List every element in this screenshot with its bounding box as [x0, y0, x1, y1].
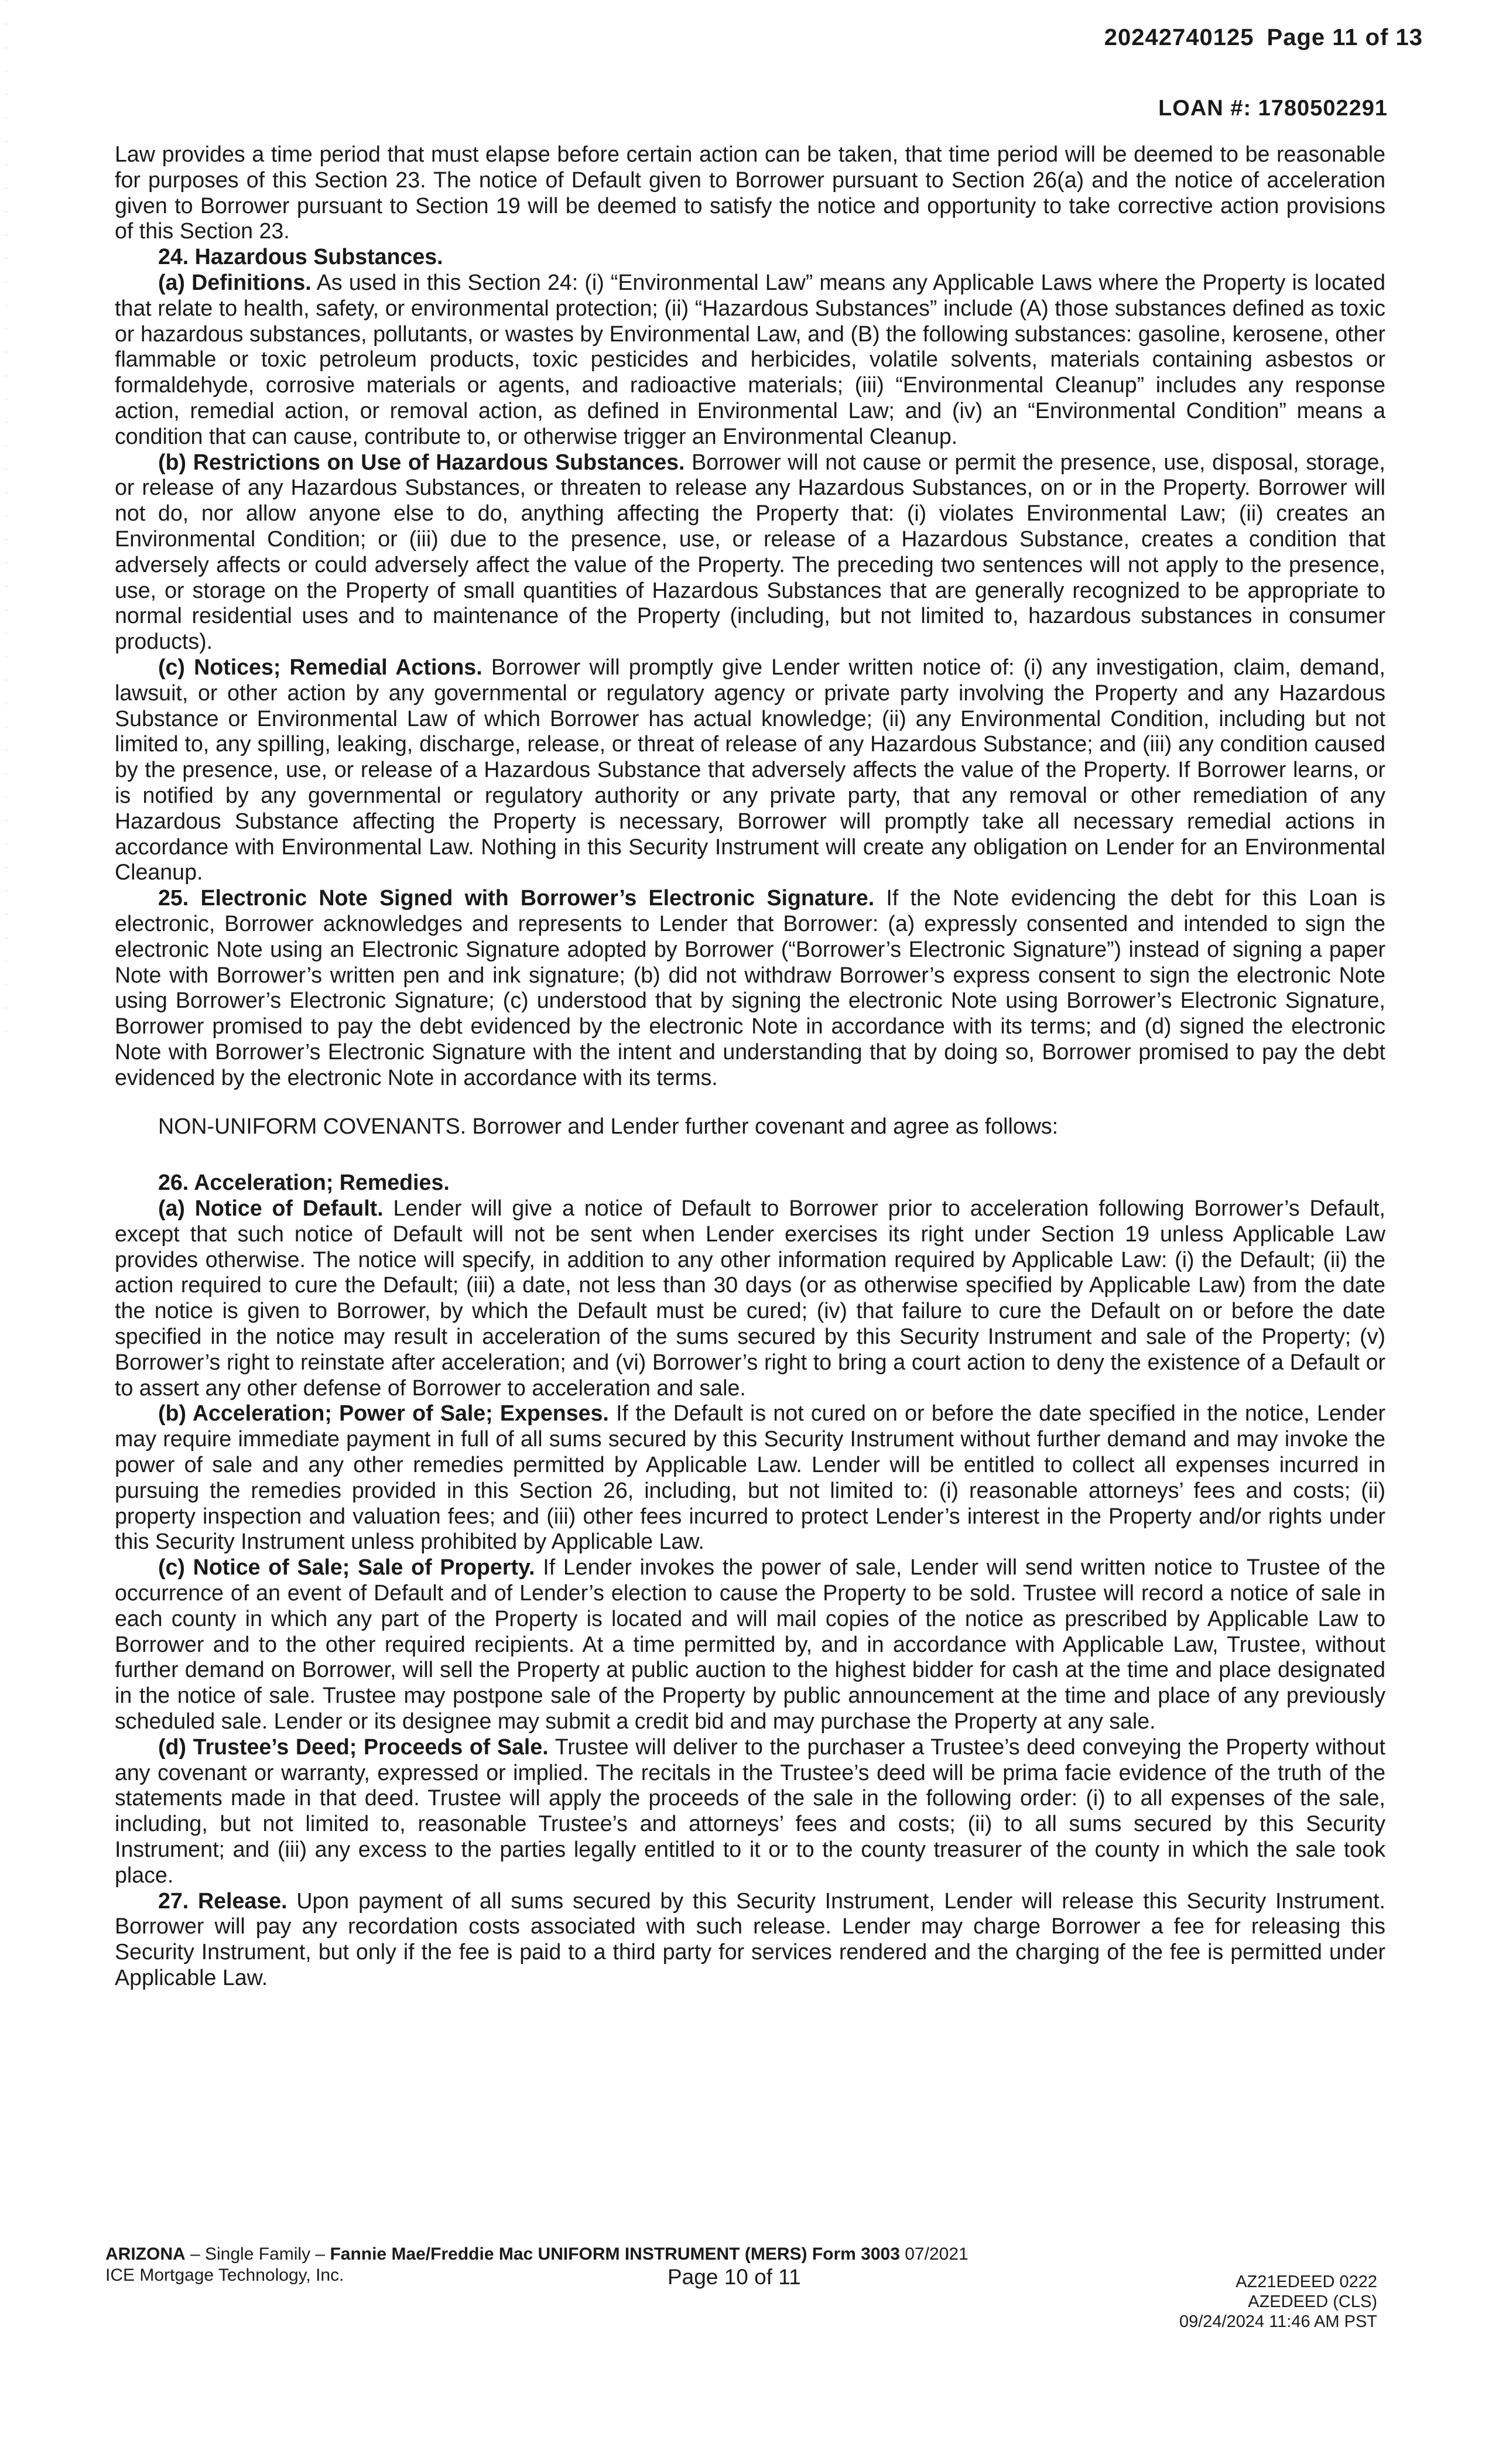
non-uniform-covenants: NON-UNIFORM COVENANTS. Borrower and Lender further covenant and agree as follows: — [158, 1114, 1059, 1139]
section-24b-heading: (b) Restrictions on Use of Hazardous Substances. — [158, 449, 685, 474]
section-26b-heading: (b) Acceleration; Power of Sale; Expenses. — [158, 1401, 609, 1426]
section-27-text: Upon payment of all sums secured by this Security Instrument, Lender will release this Security Instrument. Borrower will pay any recordation costs associated with such release. Lender may charge Borrower a fee for releasing this Security Instrument, but only if the fee is paid to a third party for services rendered and the charging of the fee is permitted under Applicable Law. — [115, 1888, 1385, 1990]
section-24a-heading: (a) Definitions. — [158, 269, 312, 295]
section-26c-heading: (c) Notice of Sale; Sale of Property. — [158, 1555, 535, 1580]
record-number: 20242740125 — [1104, 25, 1254, 50]
section-24-title: 24. Hazardous Substances. — [158, 244, 443, 269]
footer-codes — [1179, 2272, 1377, 2332]
section-26c-text: If Lender invokes the power of sale, Lender will send written notice to Trustee of the occurrence of an event of Default and of Lender’s election to cause the Property to be sold. Trustee will record a notice of sale in each county in which any part of the Property is located and will mail copies of the notice as prescribed by Applicable Law to Borrower and to the other required recipients. At a time permitted by, and in accordance with Applicable Law, Trustee, without further demand on Borrower, will sell the Property at public auction to the highest bidder for cash at the time and place designated in the notice of sale. Trustee may postpone sale of the Property by public announcement at the time and place of any previously scheduled sale. Lender or its designee may submit a credit bid and may purchase the Property at any sale. — [115, 1555, 1385, 1734]
section-24a-text: As used in this Section 24: (i) “Environmental Law” means any Applicable Laws where the Property is located that relate to health, safety, or environmental protection; (ii) “Hazardous Substances” include (A) those substances defined as toxic or hazardous substances, pollutants, or wastes by Environmental Law, and (B) the following substances: gasoline, kerosene, other flammable or toxic petroleum products, toxic pesticides and herbicides, volatile solvents, materials containing asbestos or formaldehyde, corrosive materials or agents, and radioactive materials; (iii) “Environmental Cleanup” includes any response action, remedial action, or removal action, as defined in Environmental Law; and (iv) an “Environmental Condition” means a condition that can cause, contribute to, or otherwise trigger an Environmental Cleanup. — [115, 269, 1385, 449]
section-26c — [115, 1555, 1385, 1734]
paragraph-section-23-continuation: Law provides a time period that must elapse before certain action can be taken, that time period will be deemed to be reasonable for purposes of this Section 23. The notice of Default given to Borrower pursuant to Section 26(a) and the notice of acceleration given to Borrower pursuant to Section 19 will be deemed to satisfy the notice and opportunity to take corrective action provisions of this Section 23. — [115, 142, 1385, 244]
section-24c-text: Borrower will promptly give Lender written notice of: (i) any investigation, claim, demand, lawsuit, or other action by any governmental or regulatory agency or private party involving the Property and any Hazardous Substance or Environmental Law of which Borrower has actual knowledge; (ii) any Environmental Condition, including but not limited to, any spilling, leaking, discharge, release, or threat of release of any Hazardous Substance; and (iii) any condition caused by the presence, use, or release of a Hazardous Substance that adversely affects the value of the Property. If Borrower learns, or is notified by any governmental or regulatory authority or any private party, that any removal or other remediation of any Hazardous Substance affecting the Property is necessary, Borrower will promptly take all necessary remedial actions in accordance with Environmental Law. Nothing in this Security Instrument will create any obligation on Lender for an Environmental Cleanup. — [115, 654, 1385, 885]
section-26d-heading: (d) Trustee’s Deed; Proceeds of Sale. — [158, 1734, 549, 1759]
section-26a-heading: (a) Notice of Default. — [158, 1196, 384, 1221]
section-26b-text: If the Default is not cured on or before the date specified in the notice, Lender may require immediate payment in full of all sums secured by this Security Instrument without further demand and may invoke the power of sale and any other remedies permitted by Applicable Law. Lender will be entitled to collect all expenses incurred in pursuing the remedies provided in this Section 26, including, but not limited to: (i) reasonable attorneys’ fees and costs; (ii) property inspection and valuation fees; and (iii) other fees incurred to protect Lender’s interest in the Property and/or rights under this Security Instrument unless prohibited by Applicable Law. — [115, 1401, 1385, 1554]
section-26a — [115, 1196, 1385, 1401]
section-27 — [115, 1888, 1385, 1991]
footer-form-name: Fannie Mae/Freddie Mac UNIFORM INSTRUMENT (MERS) Form 3003 — [330, 2244, 900, 2264]
footer-page-number: Page 10 of 11 — [668, 2265, 801, 2289]
section-24c — [115, 655, 1385, 885]
section-26-title: 26. Acceleration; Remedies. — [158, 1170, 450, 1195]
section-24b — [115, 450, 1385, 655]
scan-margin-marks — [5, 0, 8, 1054]
recording-header — [1104, 25, 1423, 51]
footer-code-1: AZ21EDEED 0222 — [1236, 2273, 1377, 2291]
loan-number: LOAN #: 1780502291 — [1158, 96, 1388, 121]
footer-form-info — [105, 2244, 968, 2286]
section-26d-text: Trustee will deliver to the purchaser a Trustee’s deed conveying the Property without any covenant or warranty, expressed or implied. The recitals in the Trustee’s deed will be prima facie evidence of the truth of the statements made in that deed. Trustee will apply the proceeds of the sale in the following order: (i) to all expenses of the sale, including, but not limited to, reasonable Trustee’s and attorneys’ fees and costs; (ii) to all sums secured by this Security Instrument; and (iii) any excess to the parties legally entitled to it or to the county treasurer of the county in which the sale took place. — [115, 1734, 1386, 1887]
footer-code-2: AZEDEED (CLS) — [1248, 2292, 1377, 2311]
document-body — [115, 142, 1385, 1991]
section-24c-heading: (c) Notices; Remedial Actions. — [158, 654, 482, 679]
footer-form-line — [105, 2244, 968, 2265]
footer-form-date: 07/2021 — [899, 2244, 968, 2264]
footer-timestamp: 09/24/2024 11:46 AM PST — [1179, 2312, 1377, 2331]
section-27-heading: 27. Release. — [158, 1888, 288, 1913]
recording-page-label: Page 11 of 13 — [1267, 25, 1423, 50]
section-26d — [115, 1734, 1385, 1888]
footer-company: ICE Mortgage Technology, Inc. — [105, 2265, 344, 2285]
section-26b — [115, 1401, 1385, 1555]
section-25 — [115, 885, 1385, 1090]
section-26a-text: Lender will give a notice of Default to Borrower prior to acceleration following Borrower’s Default, except that such notice of Default will not be sent when Lender exercises its right under Section 19 unless Applicable Law provides otherwise. The notice will specify, in addition to any other information required by Applicable Law: (i) the Default; (ii) the action required to cure the Default; (iii) a date, not less than 30 days (or as otherwise specified by Applicable Law) from the date the notice is given to Borrower, by which the Default must be cured; (iv) that failure to cure the Default on or before the date specified in the notice may result in acceleration of the sums secured by this Security Instrument and sale of the Property; (v) Borrower’s right to reinstate after acceleration; and (vi) Borrower’s right to bring a court action to deny the existence of a Default or to assert any other defense of Borrower to acceleration and sale. — [115, 1196, 1385, 1400]
footer-form-prefix: – Single Family – — [185, 2244, 330, 2264]
section-25-heading: 25. Electronic Note Signed with Borrower’s Electronic Signature. — [158, 885, 875, 911]
section-24b-text: Borrower will not cause or permit the presence, use, disposal, storage, or release of any Hazardous Substances, or threaten to release any Hazardous Substances, on or in the Property. Borrower will not do, nor allow anyone else to do, anything affecting the Property that: (i) violates Environmental Law; (ii) creates an Environmental Condition; or (iii) due to the presence, use, or release of a Hazardous Substance, creates a condition that adversely affects or could adversely affect the value of the Property. The preceding two sentences will not apply to the presence, use, or storage on the Property of small quantities of Hazardous Substances that are generally recognized to be appropriate to normal residential uses and to maintenance of the Property (including, but not limited to, hazardous substances in consumer products). — [115, 449, 1385, 654]
section-24a — [115, 270, 1385, 450]
section-25-text: If the Note evidencing the debt for this Loan is electronic, Borrower acknowledges and represents to Lender that Borrower: (a) expressly consented and intended to sign the electronic Note using an Electronic Signature adopted by Borrower (“Borrower’s Electronic Signature”) instead of signing a paper Note with Borrower’s written pen and ink signature; (b) did not withdraw Borrower’s express consent to sign the electronic Note using Borrower’s Electronic Signature; (c) understood that by signing the electronic Note using Borrower’s Electronic Signature, Borrower promised to pay the debt evidenced by the electronic Note in accordance with its terms; and (d) signed the electronic Note with Borrower’s Electronic Signature with the intent and understanding that by doing so, Borrower promised to pay the debt evidenced by the electronic Note in accordance with its terms. — [115, 885, 1386, 1090]
footer-state: ARIZONA — [105, 2244, 186, 2264]
